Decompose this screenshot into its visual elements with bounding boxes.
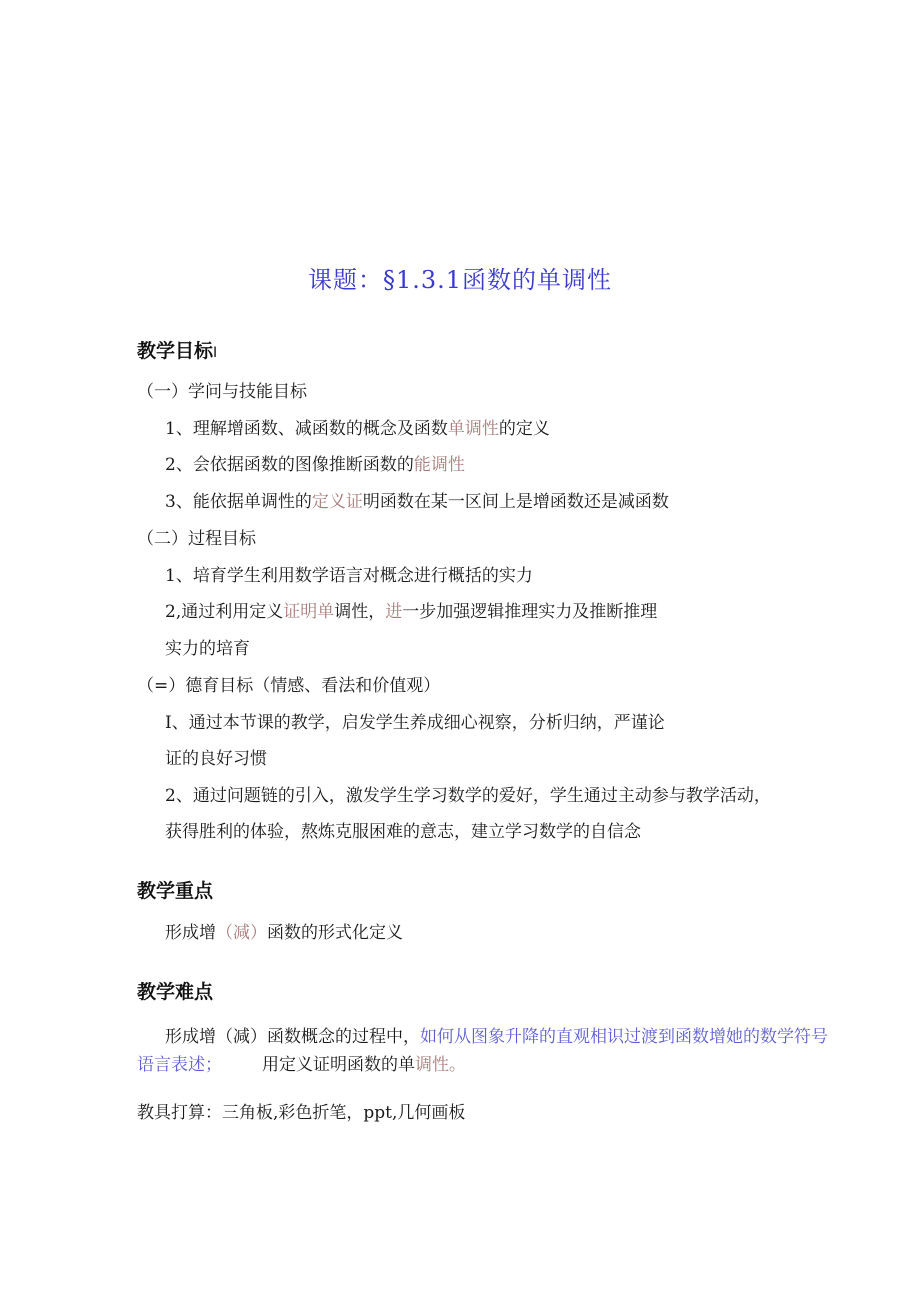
highlight-text: 单调性 (447, 419, 499, 439)
highlight-text: 证明单 (283, 602, 335, 622)
highlight-text: 定义证 (311, 492, 363, 512)
item-text: I、通过本节课的教学，启发学生养成细心视察，分析归纳，严谨论 (165, 713, 665, 733)
objectives-heading-mark: I (213, 345, 218, 361)
highlight-text: 调性。 (415, 1055, 466, 1075)
item-text: 1、理解增函数、减函数的概念及函数 (165, 419, 448, 439)
difficulty-paragraph (137, 1023, 837, 1079)
section-label: （=）德育目标（情感、看法和价值观） (137, 676, 441, 696)
item-text: 用定义证明函数的单 (262, 1055, 415, 1075)
item-text: 2、会依据函数的图像推断函数的 (165, 455, 414, 475)
item-text: 2,通过利用定义 (165, 602, 284, 622)
list-item (165, 564, 533, 588)
highlight-text: 如何从图象升降的直观相识过渡到函数增她的数学符号语言表述； (137, 1027, 828, 1075)
section-label: （二）过程目标 (137, 529, 256, 549)
item-text: 函数的形式化定义 (267, 923, 403, 943)
key-point-heading: 教学重点 (137, 880, 214, 902)
list-item (165, 490, 669, 514)
objectives-heading (137, 338, 217, 366)
highlight-text: 进 (385, 602, 403, 622)
list-item (165, 453, 465, 477)
item-text: 的定义 (498, 419, 550, 439)
difficulty-heading: 教学难点 (137, 981, 214, 1003)
item-text: 一步加强逻辑推理实力及推断推理 (402, 602, 658, 622)
list-item (165, 417, 550, 441)
list-item (165, 784, 771, 808)
tools-text: 教具打算：三角板,彩色折笔，ppt,几何画板 (137, 1103, 466, 1123)
item-text: 形成增 (165, 923, 216, 943)
list-item-continuation: 获得胜利的体验，熬炼克服困难的意志，建立学习数学的自信念 (165, 822, 641, 842)
item-text: 2、通过问题链的引入，激发学生学习数学的爱好，学生通过主动参与教学活动， (165, 786, 771, 806)
highlight-text: 能调性 (413, 455, 465, 475)
list-item-continuation: 证的良好习惯 (165, 749, 267, 769)
item-text: 3、能依据单调性的 (165, 492, 312, 512)
list-item-continuation: 实力的培育 (165, 639, 250, 659)
item-text: 1、培育学生利用数学语言对概念进行概括的实力 (165, 566, 533, 586)
key-point-text (165, 921, 403, 945)
list-item (165, 600, 657, 624)
page-title: 课题：§1.3.1函数的单调性 (307, 266, 613, 294)
item-text: 明函数在某一区间上是增函数还是减函数 (362, 492, 669, 512)
list-item (165, 711, 665, 735)
section-label: （一）学问与技能目标 (137, 382, 307, 402)
highlight-text: （减） (216, 923, 267, 943)
item-text: 形成增（减）函数概念的过程中， (165, 1027, 420, 1047)
objectives-heading-text: 教学目标 (137, 340, 214, 362)
item-text: 调性， (334, 602, 386, 622)
